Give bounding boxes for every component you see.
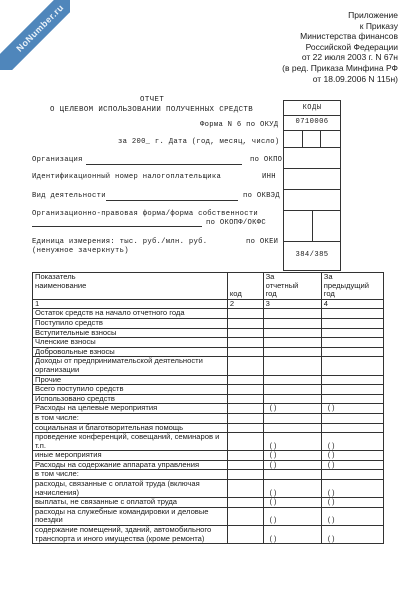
row-current-value[interactable] — [263, 357, 321, 375]
row-code-cell[interactable] — [227, 507, 263, 525]
row-current-value[interactable] — [263, 433, 321, 451]
row-label: иные мероприятия — [33, 451, 228, 461]
row-label: Доходы от предпринимательской деятельности организации — [33, 357, 228, 375]
negative-value-parens: ( ) — [327, 440, 335, 450]
table-row — [33, 460, 384, 470]
header-prev-line: За — [323, 272, 333, 281]
header-indicator — [33, 273, 228, 300]
header-code-label: код — [229, 289, 242, 299]
negative-value-parens: ( ) — [269, 440, 277, 450]
unit-note: (ненужное зачеркнуть) — [32, 247, 129, 255]
appendix-line: Приложение — [348, 10, 398, 20]
row-code-cell[interactable] — [227, 385, 263, 395]
row-label: Членские взносы — [33, 338, 228, 348]
row-previous-value[interactable] — [321, 318, 383, 328]
row-label: Добровольные взносы — [33, 347, 228, 357]
row-current-value[interactable] — [263, 375, 321, 385]
row-code-cell[interactable] — [227, 413, 263, 423]
form-code: 0710006 — [284, 114, 340, 131]
okved-code-cell — [284, 190, 340, 211]
row-label: расходы на служебные командировки и деловые поездки — [33, 507, 228, 525]
row-current-value[interactable] — [263, 526, 321, 544]
negative-value-parens: ( ) — [327, 497, 335, 507]
header-code — [227, 273, 263, 300]
row-label: проведение конференций, совещаний, семинаров и т.п. — [33, 433, 228, 451]
row-current-value[interactable] — [263, 328, 321, 338]
row-label: расходы, связанные с оплатой труда (включая начисления) — [33, 480, 228, 498]
table-row — [33, 385, 384, 395]
row-previous-value[interactable] — [321, 526, 383, 544]
row-previous-value[interactable] — [321, 385, 383, 395]
codes-column — [283, 114, 341, 271]
codes-header: КОДЫ — [283, 100, 341, 116]
row-current-value[interactable] — [263, 498, 321, 508]
appendix-line: к Приказу — [359, 20, 398, 31]
row-code-cell[interactable] — [227, 470, 263, 480]
negative-value-parens: ( ) — [327, 515, 335, 525]
row-label: Прочие — [33, 375, 228, 385]
negative-value-parens: ( ) — [327, 459, 335, 469]
row-code-cell[interactable] — [227, 526, 263, 544]
table-row — [33, 357, 384, 375]
report-title: ОТЧЕТ — [140, 96, 165, 104]
org-label: Организация — [32, 156, 83, 164]
negative-value-parens: ( ) — [269, 497, 277, 507]
negative-value-parens: ( ) — [327, 450, 335, 460]
col-number: 3 — [263, 299, 321, 309]
row-current-value[interactable] — [263, 470, 321, 480]
row-label: содержание помещений, зданий, автомобильного транспорта и иного имущества (кроме ремонта) — [33, 526, 228, 544]
row-current-value[interactable] — [263, 318, 321, 328]
row-label: Расходы на целевые мероприятия — [33, 404, 228, 414]
inn-label: Идентификационный номер налогоплательщика — [32, 173, 222, 181]
row-code-cell[interactable] — [227, 394, 263, 404]
row-code-cell[interactable] — [227, 498, 263, 508]
row-label: Использовано средств — [33, 394, 228, 404]
row-label: Вступительные взносы — [33, 328, 228, 338]
table-row — [33, 498, 384, 508]
negative-value-parens: ( ) — [327, 487, 335, 497]
table-row — [33, 526, 384, 544]
negative-value-parens: ( ) — [269, 459, 277, 469]
row-code-cell[interactable] — [227, 375, 263, 385]
watermark — [0, 0, 70, 70]
row-current-value[interactable] — [263, 451, 321, 461]
inn-code-label: ИНН — [262, 173, 276, 181]
row-code-cell[interactable] — [227, 318, 263, 328]
activity-underline — [106, 200, 238, 201]
row-label: Поступило средств — [33, 318, 228, 328]
row-previous-value[interactable] — [321, 480, 383, 498]
appendix-line: Министерства финансов — [300, 31, 398, 42]
appendix-line: от 18.09.2006 N 115н) — [312, 73, 398, 84]
table-row — [33, 413, 384, 423]
header-period — [263, 273, 321, 300]
negative-value-parens: ( ) — [327, 533, 335, 543]
row-previous-value[interactable] — [321, 460, 383, 470]
row-current-value[interactable] — [263, 460, 321, 470]
header-name-label: наименование — [35, 280, 87, 290]
okpo-code-cell — [284, 148, 340, 169]
header-period-line: отчетный — [265, 280, 299, 290]
row-previous-value[interactable] — [321, 451, 383, 461]
row-code-cell[interactable] — [227, 423, 263, 433]
table-row — [33, 507, 384, 525]
row-code-cell[interactable] — [227, 328, 263, 338]
legal-form-underline — [32, 226, 202, 227]
header-indicator-label: Показатель — [35, 272, 76, 281]
row-current-value[interactable] — [263, 404, 321, 414]
unit-code-label: по ОКЕИ — [246, 238, 279, 246]
row-label: Остаток средств на начало отчетного года — [33, 309, 228, 319]
row-previous-value[interactable] — [321, 413, 383, 423]
appendix-line: от 22 июля 2003 г. N 67н — [301, 52, 398, 63]
org-underline — [86, 164, 242, 165]
row-code-cell[interactable] — [227, 338, 263, 348]
row-current-value[interactable] — [263, 507, 321, 525]
row-label: в том числе: — [33, 470, 228, 480]
appendix-line: (в ред. Приказа Минфина РФ — [282, 62, 398, 73]
table-row — [33, 433, 384, 451]
row-code-cell[interactable] — [227, 347, 263, 357]
date-label: за 200_ г. Дата (год, месяц, число) — [118, 138, 280, 146]
row-current-value[interactable] — [263, 423, 321, 433]
row-previous-value[interactable] — [321, 498, 383, 508]
header-period-line: год — [265, 289, 277, 299]
negative-value-parens: ( ) — [269, 450, 277, 460]
table-header-row — [33, 273, 384, 300]
table-row — [33, 451, 384, 461]
row-previous-value[interactable] — [321, 375, 383, 385]
table-row — [33, 338, 384, 348]
row-current-value[interactable] — [263, 338, 321, 348]
col-number: 2 — [227, 299, 263, 309]
row-previous-value[interactable] — [321, 470, 383, 480]
row-current-value[interactable] — [263, 385, 321, 395]
negative-value-parens: ( ) — [327, 403, 335, 413]
header-prev-line: год — [323, 289, 335, 299]
row-label: выплаты, не связанные с оплатой труда — [33, 498, 228, 508]
report-subtitle: О ЦЕЛЕВОМ ИСПОЛЬЗОВАНИИ ПОЛУЧЕННЫХ СРЕДСТВ — [50, 106, 254, 114]
row-label: социальная и благотворительная помощь — [33, 423, 228, 433]
report-table — [32, 272, 384, 544]
inn-code-cell — [284, 169, 340, 190]
header-period-line: За — [265, 272, 275, 281]
row-label: в том числе: — [33, 413, 228, 423]
date-code-cell — [284, 131, 340, 148]
col-number: 1 — [33, 299, 228, 309]
row-current-value[interactable] — [263, 309, 321, 319]
table-row — [33, 404, 384, 414]
row-previous-value[interactable] — [321, 357, 383, 375]
row-code-cell[interactable] — [227, 433, 263, 451]
row-previous-value[interactable] — [321, 338, 383, 348]
row-code-cell[interactable] — [227, 480, 263, 498]
row-code-cell[interactable] — [227, 309, 263, 319]
negative-value-parens: ( ) — [269, 515, 277, 525]
row-code-cell[interactable] — [227, 404, 263, 414]
row-previous-value[interactable] — [321, 347, 383, 357]
row-label: Расходы на содержание аппарата управления — [33, 460, 228, 470]
legal-form-code-label: по ОКОПФ/ОКФС — [206, 219, 266, 227]
negative-value-parens: ( ) — [269, 533, 277, 543]
okei-code: 384/385 — [295, 251, 329, 259]
legal-form-label: Организационно-правовая форма/форма собственности — [32, 210, 259, 218]
row-previous-value[interactable] — [321, 507, 383, 525]
row-previous-value[interactable] — [321, 328, 383, 338]
header-prev-line: предыдущий — [323, 280, 369, 290]
table-row — [33, 480, 384, 498]
row-current-value[interactable] — [263, 480, 321, 498]
row-previous-value[interactable] — [321, 404, 383, 414]
negative-value-parens: ( ) — [269, 487, 277, 497]
unit-label: Единица измерения: тыс. руб./млн. руб. — [32, 238, 208, 246]
activity-code-label: по ОКВЭД — [243, 192, 280, 200]
row-code-cell[interactable] — [227, 460, 263, 470]
col-number: 4 — [321, 299, 383, 309]
watermark-text: NoNumber.ru — [0, 0, 70, 70]
row-code-cell[interactable] — [227, 451, 263, 461]
row-current-value[interactable] — [263, 347, 321, 357]
okopf-code-cell — [284, 211, 340, 242]
row-previous-value[interactable] — [321, 423, 383, 433]
row-current-value[interactable] — [263, 413, 321, 423]
row-label: Всего поступило средств — [33, 385, 228, 395]
appendix-line: Российской Федерации — [305, 41, 398, 52]
table-row — [33, 318, 384, 328]
header-prev-period — [321, 273, 383, 300]
appendix-block — [248, 10, 398, 84]
row-previous-value[interactable] — [321, 433, 383, 451]
org-code-label: по ОКПО — [250, 156, 283, 164]
activity-label: Вид деятельности — [32, 192, 106, 200]
row-previous-value[interactable] — [321, 309, 383, 319]
form-label: Форма N 6 по ОКУД — [200, 121, 279, 129]
row-code-cell[interactable] — [227, 357, 263, 375]
negative-value-parens: ( ) — [269, 403, 277, 413]
